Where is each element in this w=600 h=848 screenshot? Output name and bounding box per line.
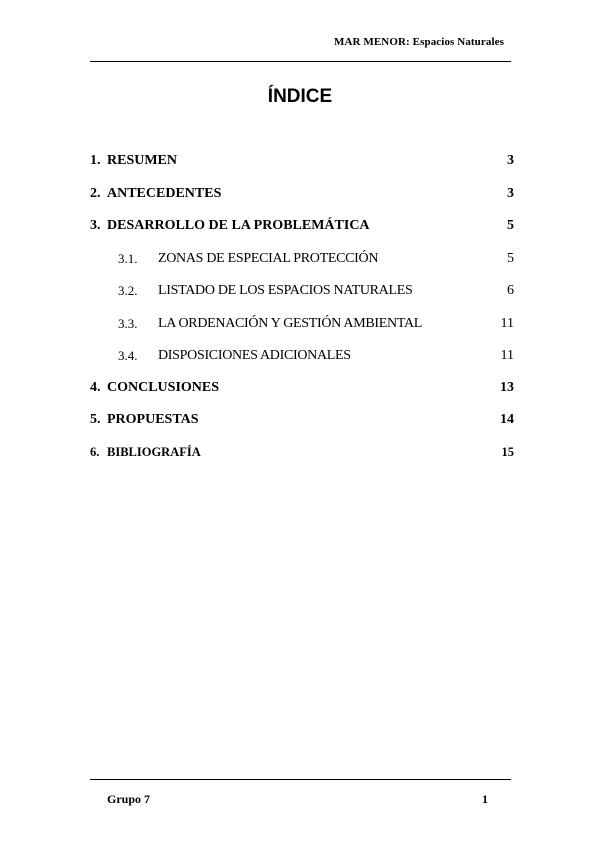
- toc-entry-page: 14: [500, 412, 514, 427]
- toc-entry-propuestas[interactable]: [90, 412, 514, 432]
- footer-page-number: 1: [482, 792, 488, 806]
- running-header: MAR MENOR: Espacios Naturales: [333, 36, 504, 48]
- toc-entry-label: CONCLUSIONES: [107, 380, 220, 395]
- toc-entry-resumen[interactable]: [90, 153, 514, 173]
- toc-entry-disposiciones[interactable]: [90, 348, 514, 368]
- toc-entry-page: 11: [500, 348, 514, 363]
- toc-entry-number: 3.: [90, 218, 101, 233]
- toc-entry-zonas[interactable]: [90, 251, 514, 271]
- toc-entry-listado[interactable]: [90, 283, 514, 303]
- toc-entry-label: ZONAS DE ESPECIAL PROTECCIÓN: [158, 251, 379, 266]
- toc-entry-page: 3: [507, 153, 514, 168]
- toc-entry-bibliografia[interactable]: [90, 445, 514, 465]
- toc-entry-page: 13: [500, 380, 514, 395]
- page-title: ÍNDICE: [267, 86, 333, 107]
- toc-entry-label: LA ORDENACIÓN Y GESTIÓN AMBIENTAL: [158, 316, 423, 331]
- header-divider: [90, 61, 511, 62]
- footer-group: Grupo 7: [107, 792, 151, 806]
- toc-entry-page: 3: [507, 186, 514, 201]
- footer-divider: [90, 779, 511, 780]
- toc-entry-number: 3.4.: [118, 348, 138, 363]
- toc-entry-number: 5.: [90, 412, 101, 427]
- toc-entry-number: 2.: [90, 186, 101, 201]
- toc-entry-page: 6: [507, 283, 514, 298]
- toc-entry-number: 3.1.: [118, 251, 138, 266]
- toc-entry-number: 6.: [90, 445, 100, 459]
- toc-entry-page: 15: [501, 445, 514, 459]
- toc-entry-number: 4.: [90, 380, 101, 395]
- toc-entry-conclusiones[interactable]: [90, 380, 514, 400]
- toc-entry-label: DESARROLLO DE LA PROBLEMÁTICA: [107, 218, 370, 233]
- toc-entry-label: DISPOSICIONES ADICIONALES: [158, 348, 351, 363]
- toc-entry-number: 3.2.: [118, 283, 138, 298]
- toc-entry-label: ANTECEDENTES: [107, 186, 222, 201]
- toc-entry-label: LISTADO DE LOS ESPACIOS NATURALES: [158, 283, 413, 298]
- toc-entry-desarrollo[interactable]: [90, 218, 514, 238]
- toc-entry-page: 5: [507, 218, 514, 233]
- toc-entry-label: RESUMEN: [107, 153, 178, 168]
- toc-entry-ordenacion[interactable]: [90, 316, 514, 336]
- toc-entry-label: BIBLIOGRAFÍA: [107, 445, 201, 459]
- toc-entry-page: 5: [507, 251, 514, 266]
- toc-entry-antecedentes[interactable]: [90, 186, 514, 206]
- toc-entry-label: PROPUESTAS: [107, 412, 199, 427]
- toc-entry-page: 11: [500, 316, 514, 331]
- toc-entry-number: 1.: [90, 153, 101, 168]
- toc-entry-number: 3.3.: [118, 316, 138, 331]
